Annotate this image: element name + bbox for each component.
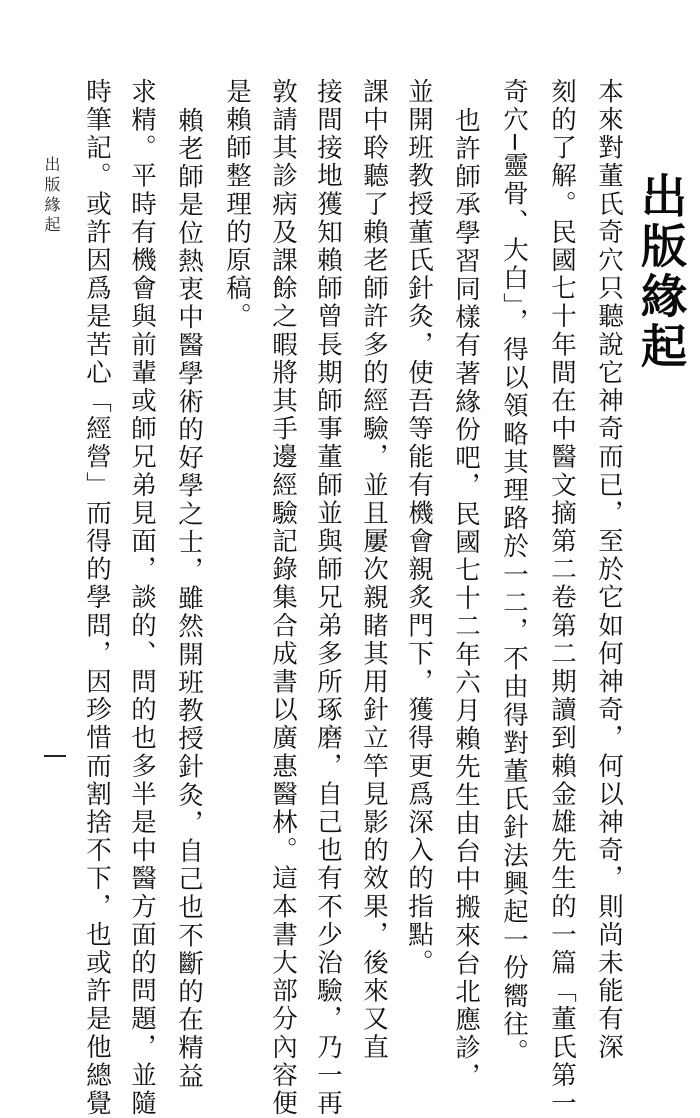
text-column: 奇穴─靈骨、大白」，得以領略其理路於一二，不由得對董氏針法興起一份嚮往。 — [499, 78, 529, 1067]
text-column: 刻的了解。民國七十年間在中醫文摘第二卷第二期讀到賴金雄先生的一篇「董氏第一 — [547, 78, 577, 1118]
text-column: 課中聆聽了賴老師許多的經驗，並且屢次親睹其用針立竿見影的效果，後來又直 — [359, 78, 389, 1062]
running-head: 出版緣起 — [42, 156, 61, 236]
text-column: 求精。平時有機會與前輩或師兄弟見面，談的、問的也多半是中醫方面的問題，並隨 — [127, 78, 157, 1118]
text-column: 本來對董氏奇穴只聽說它神奇而已，至於它如何神奇，何以神奇，則尚未能有深 — [594, 78, 624, 1062]
text-column: 接間接地獲知賴師曾長期師事董師並與師兄弟多所琢磨，自己也有不少治驗，乃一再 — [313, 78, 343, 1118]
chapter-title: 出版緣起 — [634, 172, 688, 372]
text-column: 是賴師整理的原稿。 — [222, 78, 252, 331]
text-column: 賴老師是位熱衷中醫學術的好學之士，雖然開班教授針灸，自己也不斷的在精益 — [174, 107, 204, 1091]
text-column: 時筆記。或許因爲是苦心「經營」而得的學問，因珍惜而割捨不下，也或許是他總覺 — [82, 78, 112, 1118]
text-column: 也許師承學習同樣有著緣份吧，民國七十二年六月賴先生由台中搬來台北應診， — [451, 107, 481, 1091]
text-column: 並開班教授董氏針灸，使吾等能有機會親炙門下，獲得更爲深入的指點。 — [404, 78, 434, 978]
text-column: 敦請其診病及課餘之暇將其手邊經驗記錄集合成書以廣惠醫林。這本書大部分內容便 — [268, 78, 298, 1118]
page-number — [44, 755, 66, 757]
